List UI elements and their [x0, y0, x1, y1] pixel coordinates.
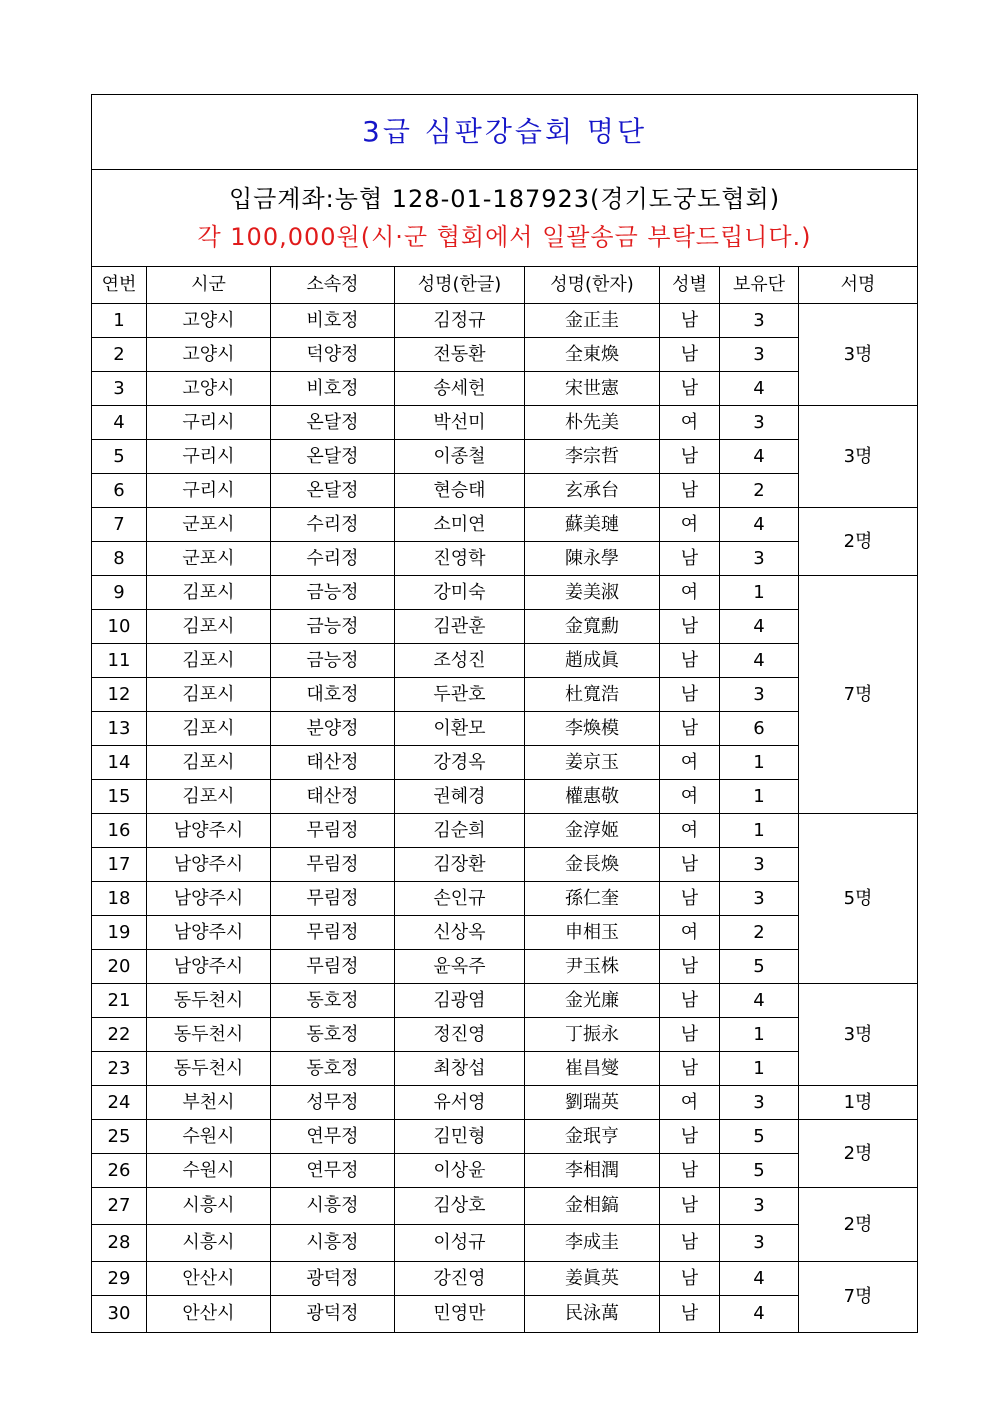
- dan-cell: 4: [720, 644, 799, 678]
- name-hanja-cell: 蘇美璉: [525, 508, 660, 542]
- city-cell: 고양시: [147, 372, 271, 406]
- club-cell: 금능정: [271, 610, 395, 644]
- dan-cell: 5: [720, 1154, 799, 1188]
- club-cell: 태산정: [271, 746, 395, 780]
- table-row: [92, 1225, 918, 1262]
- gender-cell: 남: [660, 1120, 720, 1154]
- gender-cell: 여: [660, 508, 720, 542]
- row-number: 17: [92, 848, 147, 882]
- gender-cell: 여: [660, 1086, 720, 1120]
- city-cell: 고양시: [147, 304, 271, 338]
- name-hanja-cell: 民泳萬: [525, 1296, 660, 1333]
- gender-cell: 남: [660, 1296, 720, 1333]
- city-cell: 김포시: [147, 610, 271, 644]
- city-cell: 안산시: [147, 1262, 271, 1296]
- gender-cell: 남: [660, 712, 720, 746]
- club-cell: 수리정: [271, 542, 395, 576]
- row-number: 1: [92, 304, 147, 338]
- table-row: [92, 1086, 918, 1120]
- group-count-cell: 2명: [799, 1120, 918, 1188]
- city-cell: 수원시: [147, 1120, 271, 1154]
- row-number: 21: [92, 984, 147, 1018]
- dan-cell: 4: [720, 508, 799, 542]
- row-number: 26: [92, 1154, 147, 1188]
- group-count-cell: 3명: [799, 406, 918, 508]
- group-count-cell: 3명: [799, 304, 918, 406]
- row-number: 11: [92, 644, 147, 678]
- name-hanja-cell: 趙成眞: [525, 644, 660, 678]
- row-number: 25: [92, 1120, 147, 1154]
- city-cell: 구리시: [147, 474, 271, 508]
- row-number: 30: [92, 1296, 147, 1333]
- roster-table: [91, 94, 918, 1333]
- row-number: 20: [92, 950, 147, 984]
- name-hanja-cell: 金相鎬: [525, 1188, 660, 1225]
- name-korean-cell: 유서영: [395, 1086, 525, 1120]
- gender-cell: 남: [660, 1018, 720, 1052]
- club-cell: 동호정: [271, 1018, 395, 1052]
- club-cell: 시흥정: [271, 1225, 395, 1262]
- gender-cell: 여: [660, 406, 720, 440]
- club-cell: 온달정: [271, 474, 395, 508]
- payment-info-cell: [92, 170, 918, 267]
- row-number: 13: [92, 712, 147, 746]
- table-row: [92, 1154, 918, 1188]
- table-row: [92, 780, 918, 814]
- city-cell: 김포시: [147, 780, 271, 814]
- gender-cell: 남: [660, 1225, 720, 1262]
- name-hanja-cell: 金淳姬: [525, 814, 660, 848]
- dan-cell: 5: [720, 1120, 799, 1154]
- club-cell: 금능정: [271, 644, 395, 678]
- city-cell: 군포시: [147, 542, 271, 576]
- table-row: [92, 542, 918, 576]
- name-korean-cell: 김관훈: [395, 610, 525, 644]
- gender-cell: 남: [660, 1188, 720, 1225]
- gender-cell: 남: [660, 644, 720, 678]
- name-hanja-cell: 玄承台: [525, 474, 660, 508]
- row-number: 22: [92, 1018, 147, 1052]
- club-cell: 대호정: [271, 678, 395, 712]
- dan-cell: 6: [720, 712, 799, 746]
- row-number: 14: [92, 746, 147, 780]
- col-header-club: 소속정: [271, 267, 395, 304]
- name-korean-cell: 윤옥주: [395, 950, 525, 984]
- gender-cell: 남: [660, 372, 720, 406]
- title-cell: [92, 95, 918, 170]
- name-hanja-cell: 申相玉: [525, 916, 660, 950]
- dan-cell: 3: [720, 406, 799, 440]
- name-hanja-cell: 劉瑞英: [525, 1086, 660, 1120]
- club-cell: 동호정: [271, 1052, 395, 1086]
- table-row: [92, 1120, 918, 1154]
- gender-cell: 여: [660, 780, 720, 814]
- name-hanja-cell: 陳永學: [525, 542, 660, 576]
- col-header-no: 연번: [92, 267, 147, 304]
- gender-cell: 여: [660, 746, 720, 780]
- city-cell: 구리시: [147, 440, 271, 474]
- club-cell: 무림정: [271, 950, 395, 984]
- club-cell: 비호정: [271, 372, 395, 406]
- table-row: [92, 814, 918, 848]
- club-cell: 금능정: [271, 576, 395, 610]
- row-number: 24: [92, 1086, 147, 1120]
- table-row: [92, 576, 918, 610]
- group-count-cell: 2명: [799, 508, 918, 576]
- table-row: [92, 440, 918, 474]
- dan-cell: 3: [720, 882, 799, 916]
- table-row: [92, 712, 918, 746]
- name-korean-cell: 김장환: [395, 848, 525, 882]
- name-korean-cell: 두관호: [395, 678, 525, 712]
- name-korean-cell: 김광염: [395, 984, 525, 1018]
- dan-cell: 3: [720, 542, 799, 576]
- name-korean-cell: 전동환: [395, 338, 525, 372]
- club-cell: 비호정: [271, 304, 395, 338]
- table-row: [92, 508, 918, 542]
- name-korean-cell: 김민형: [395, 1120, 525, 1154]
- row-number: 2: [92, 338, 147, 372]
- name-hanja-cell: 崔昌燮: [525, 1052, 660, 1086]
- row-number: 28: [92, 1225, 147, 1262]
- dan-cell: 1: [720, 780, 799, 814]
- city-cell: 시흥시: [147, 1188, 271, 1225]
- gender-cell: 여: [660, 814, 720, 848]
- name-hanja-cell: 金寬勳: [525, 610, 660, 644]
- gender-cell: 남: [660, 1154, 720, 1188]
- name-korean-cell: 진영학: [395, 542, 525, 576]
- table-row: [92, 610, 918, 644]
- name-hanja-cell: 尹玉株: [525, 950, 660, 984]
- name-korean-cell: 강진영: [395, 1262, 525, 1296]
- dan-cell: 1: [720, 1018, 799, 1052]
- dan-cell: 4: [720, 1262, 799, 1296]
- club-cell: 수리정: [271, 508, 395, 542]
- gender-cell: 여: [660, 916, 720, 950]
- name-hanja-cell: 姜京玉: [525, 746, 660, 780]
- col-header-gender: 성별: [660, 267, 720, 304]
- table-row: [92, 1188, 918, 1225]
- name-hanja-cell: 丁振永: [525, 1018, 660, 1052]
- row-number: 18: [92, 882, 147, 916]
- name-hanja-cell: 金光廉: [525, 984, 660, 1018]
- club-cell: 광덕정: [271, 1262, 395, 1296]
- row-number: 10: [92, 610, 147, 644]
- table-row: [92, 678, 918, 712]
- name-korean-cell: 이종철: [395, 440, 525, 474]
- name-hanja-cell: 姜美淑: [525, 576, 660, 610]
- row-number: 16: [92, 814, 147, 848]
- city-cell: 부천시: [147, 1086, 271, 1120]
- row-number: 7: [92, 508, 147, 542]
- col-header-name-korean: 성명(한글): [395, 267, 525, 304]
- table-row: [92, 372, 918, 406]
- group-count-cell: 5명: [799, 814, 918, 984]
- club-cell: 시흥정: [271, 1188, 395, 1225]
- dan-cell: 4: [720, 372, 799, 406]
- club-cell: 무림정: [271, 916, 395, 950]
- name-korean-cell: 박선미: [395, 406, 525, 440]
- dan-cell: 3: [720, 1225, 799, 1262]
- header-row: [92, 267, 918, 304]
- club-cell: 태산정: [271, 780, 395, 814]
- city-cell: 고양시: [147, 338, 271, 372]
- club-cell: 온달정: [271, 440, 395, 474]
- gender-cell: 남: [660, 440, 720, 474]
- col-header-dan: 보유단: [720, 267, 799, 304]
- table-row: [92, 1262, 918, 1296]
- group-count-cell: 7명: [799, 576, 918, 814]
- city-cell: 안산시: [147, 1296, 271, 1333]
- dan-cell: 1: [720, 1052, 799, 1086]
- city-cell: 김포시: [147, 576, 271, 610]
- club-cell: 무림정: [271, 814, 395, 848]
- gender-cell: 남: [660, 1052, 720, 1086]
- table-row: [92, 338, 918, 372]
- city-cell: 남양주시: [147, 848, 271, 882]
- table-row: [92, 644, 918, 678]
- name-hanja-cell: 全東煥: [525, 338, 660, 372]
- table-row: [92, 1296, 918, 1333]
- name-korean-cell: 신상옥: [395, 916, 525, 950]
- gender-cell: 남: [660, 848, 720, 882]
- club-cell: 연무정: [271, 1154, 395, 1188]
- gender-cell: 남: [660, 882, 720, 916]
- dan-cell: 4: [720, 984, 799, 1018]
- group-count-cell: 1명: [799, 1086, 918, 1120]
- gender-cell: 남: [660, 610, 720, 644]
- dan-cell: 3: [720, 338, 799, 372]
- name-korean-cell: 권혜경: [395, 780, 525, 814]
- gender-cell: 남: [660, 542, 720, 576]
- club-cell: 광덕정: [271, 1296, 395, 1333]
- city-cell: 시흥시: [147, 1225, 271, 1262]
- name-korean-cell: 김정규: [395, 304, 525, 338]
- name-hanja-cell: 李相潤: [525, 1154, 660, 1188]
- name-hanja-cell: 金珉亨: [525, 1120, 660, 1154]
- row-number: 19: [92, 916, 147, 950]
- gender-cell: 남: [660, 304, 720, 338]
- row-number: 29: [92, 1262, 147, 1296]
- gender-cell: 남: [660, 678, 720, 712]
- club-cell: 무림정: [271, 848, 395, 882]
- name-hanja-cell: 金長煥: [525, 848, 660, 882]
- name-hanja-cell: 金正圭: [525, 304, 660, 338]
- dan-cell: 4: [720, 1296, 799, 1333]
- dan-cell: 1: [720, 814, 799, 848]
- dan-cell: 3: [720, 678, 799, 712]
- name-hanja-cell: 李宗哲: [525, 440, 660, 474]
- name-korean-cell: 이성규: [395, 1225, 525, 1262]
- name-korean-cell: 조성진: [395, 644, 525, 678]
- row-number: 9: [92, 576, 147, 610]
- club-cell: 온달정: [271, 406, 395, 440]
- dan-cell: 4: [720, 440, 799, 474]
- table-row: [92, 848, 918, 882]
- table-row: [92, 746, 918, 780]
- name-korean-cell: 김순희: [395, 814, 525, 848]
- page-title: 3급 심판강습회 명단: [362, 115, 648, 148]
- row-number: 8: [92, 542, 147, 576]
- name-hanja-cell: 權惠敬: [525, 780, 660, 814]
- club-cell: 성무정: [271, 1086, 395, 1120]
- name-korean-cell: 이환모: [395, 712, 525, 746]
- name-hanja-cell: 杜寬浩: [525, 678, 660, 712]
- city-cell: 수원시: [147, 1154, 271, 1188]
- gender-cell: 남: [660, 474, 720, 508]
- dan-cell: 4: [720, 610, 799, 644]
- row-number: 6: [92, 474, 147, 508]
- name-korean-cell: 현승태: [395, 474, 525, 508]
- name-hanja-cell: 孫仁奎: [525, 882, 660, 916]
- name-korean-cell: 송세헌: [395, 372, 525, 406]
- table-row: [92, 406, 918, 440]
- name-korean-cell: 소미연: [395, 508, 525, 542]
- dan-cell: 3: [720, 1086, 799, 1120]
- city-cell: 남양주시: [147, 916, 271, 950]
- gender-cell: 여: [660, 576, 720, 610]
- name-korean-cell: 이상윤: [395, 1154, 525, 1188]
- table-row: [92, 950, 918, 984]
- table-row: [92, 1052, 918, 1086]
- name-korean-cell: 김상호: [395, 1188, 525, 1225]
- name-korean-cell: 손인규: [395, 882, 525, 916]
- name-hanja-cell: 朴先美: [525, 406, 660, 440]
- city-cell: 동두천시: [147, 1018, 271, 1052]
- club-cell: 덕양정: [271, 338, 395, 372]
- table-row: [92, 984, 918, 1018]
- row-number: 3: [92, 372, 147, 406]
- name-hanja-cell: 李成圭: [525, 1225, 660, 1262]
- name-hanja-cell: 李煥模: [525, 712, 660, 746]
- name-korean-cell: 강미숙: [395, 576, 525, 610]
- gender-cell: 남: [660, 1262, 720, 1296]
- name-korean-cell: 강경옥: [395, 746, 525, 780]
- row-number: 12: [92, 678, 147, 712]
- group-count-cell: 3명: [799, 984, 918, 1086]
- dan-cell: 2: [720, 916, 799, 950]
- city-cell: 김포시: [147, 712, 271, 746]
- row-number: 4: [92, 406, 147, 440]
- dan-cell: 3: [720, 1188, 799, 1225]
- city-cell: 남양주시: [147, 814, 271, 848]
- city-cell: 구리시: [147, 406, 271, 440]
- name-korean-cell: 민영만: [395, 1296, 525, 1333]
- club-cell: 분양정: [271, 712, 395, 746]
- gender-cell: 남: [660, 984, 720, 1018]
- group-count-cell: 7명: [799, 1262, 918, 1333]
- gender-cell: 남: [660, 950, 720, 984]
- city-cell: 동두천시: [147, 1052, 271, 1086]
- city-cell: 김포시: [147, 678, 271, 712]
- dan-cell: 3: [720, 848, 799, 882]
- name-korean-cell: 정진영: [395, 1018, 525, 1052]
- row-number: 23: [92, 1052, 147, 1086]
- club-cell: 동호정: [271, 984, 395, 1018]
- name-hanja-cell: 宋世憲: [525, 372, 660, 406]
- col-header-city: 시군: [147, 267, 271, 304]
- col-header-name-hanja: 성명(한자): [525, 267, 660, 304]
- fee-notice: 각 100,000원(시·군 협회에서 일괄송금 부탁드립니다.): [197, 223, 812, 251]
- dan-cell: 1: [720, 576, 799, 610]
- row-number: 27: [92, 1188, 147, 1225]
- table-row: [92, 882, 918, 916]
- city-cell: 남양주시: [147, 882, 271, 916]
- col-header-signature: 서명: [799, 267, 918, 304]
- roster-rows: [92, 304, 918, 1333]
- name-korean-cell: 최창섭: [395, 1052, 525, 1086]
- dan-cell: 1: [720, 746, 799, 780]
- dan-cell: 2: [720, 474, 799, 508]
- account-info: 입금계좌:농협 128-01-187923(경기도궁도협회): [228, 185, 781, 213]
- city-cell: 김포시: [147, 644, 271, 678]
- table-row: [92, 1018, 918, 1052]
- city-cell: 동두천시: [147, 984, 271, 1018]
- city-cell: 남양주시: [147, 950, 271, 984]
- table-row: [92, 916, 918, 950]
- group-count-cell: 2명: [799, 1188, 918, 1262]
- table-row: [92, 474, 918, 508]
- city-cell: 김포시: [147, 746, 271, 780]
- city-cell: 군포시: [147, 508, 271, 542]
- name-hanja-cell: 姜眞英: [525, 1262, 660, 1296]
- row-number: 5: [92, 440, 147, 474]
- club-cell: 연무정: [271, 1120, 395, 1154]
- club-cell: 무림정: [271, 882, 395, 916]
- dan-cell: 5: [720, 950, 799, 984]
- dan-cell: 3: [720, 304, 799, 338]
- table-row: [92, 304, 918, 338]
- row-number: 15: [92, 780, 147, 814]
- gender-cell: 남: [660, 338, 720, 372]
